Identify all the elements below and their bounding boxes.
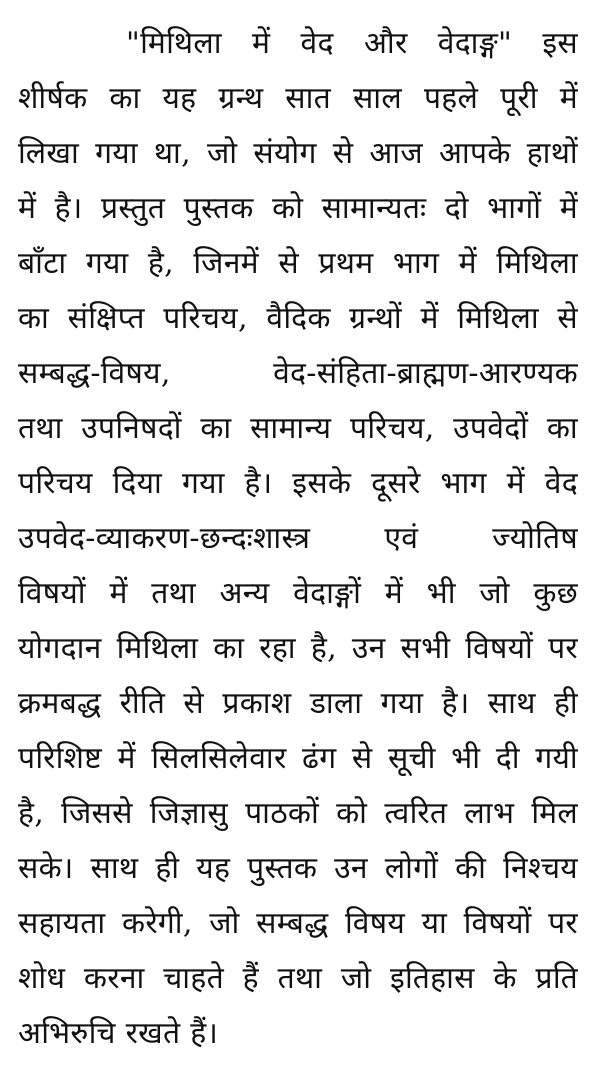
text-line-10: उपवेद-व्याकरण-छन्दःशास्त्र एवं ज्योतिष	[18, 521, 578, 556]
text-line-11: विषयों में तथा अन्य वेदाङ्गों में भी जो कुछ	[18, 576, 578, 611]
text-line-5: बाँटा गया है, जिनमें से प्रथम भाग में मिथिला	[18, 246, 578, 281]
text-line-12: योगदान मिथिला का रहा है, उन सभी विषयों पर	[18, 631, 578, 666]
text-line-16: सके। साथ ही यह पुस्तक उन लोगों की निश्चय	[18, 851, 578, 886]
text-line-19: अभिरुचि रखते हैं।	[18, 1016, 219, 1051]
text-line-17: सहायता करेगी, जो सम्बद्ध विषय या विषयों पर	[18, 906, 578, 941]
text-line-2: शीर्षक का यह ग्रन्थ सात साल पहले पूरी में	[18, 81, 578, 116]
text-line-14: परिशिष्ट में सिलसिलेवार ढंग से सूची भी दी गयी	[18, 741, 578, 776]
text-line-7: सम्बद्ध-विषय, वेद-संहिता-ब्राह्मण-आरण्यक	[18, 356, 578, 391]
text-line-3: लिखा गया था, जो संयोग से आज आपके हाथों	[18, 136, 578, 171]
text-line-8: तथा उपनिषदों का सामान्य परिचय, उपवेदों का	[18, 411, 578, 446]
text-line-15: है, जिससे जिज्ञासु पाठकों को त्वरित लाभ मिल	[18, 796, 578, 831]
text-line-13: क्रमबद्ध रीति से प्रकाश डाला गया है। साथ ही	[18, 686, 578, 721]
text-line-9: परिचय दिया गया है। इसके दूसरे भाग में वेद	[18, 466, 578, 501]
text-line-18: शोध करना चाहते हैं तथा जो इतिहास के प्रति	[18, 961, 578, 996]
text-line-1: "मिथिला में वेद और वेदाङ्ग" इस	[126, 26, 578, 61]
text-line-4: में है। प्रस्तुत पुस्तक को सामान्यतः दो भागों में	[18, 191, 578, 226]
text-line-6: का संक्षिप्त परिचय, वैदिक ग्रन्थों में मिथिला से	[18, 301, 578, 336]
